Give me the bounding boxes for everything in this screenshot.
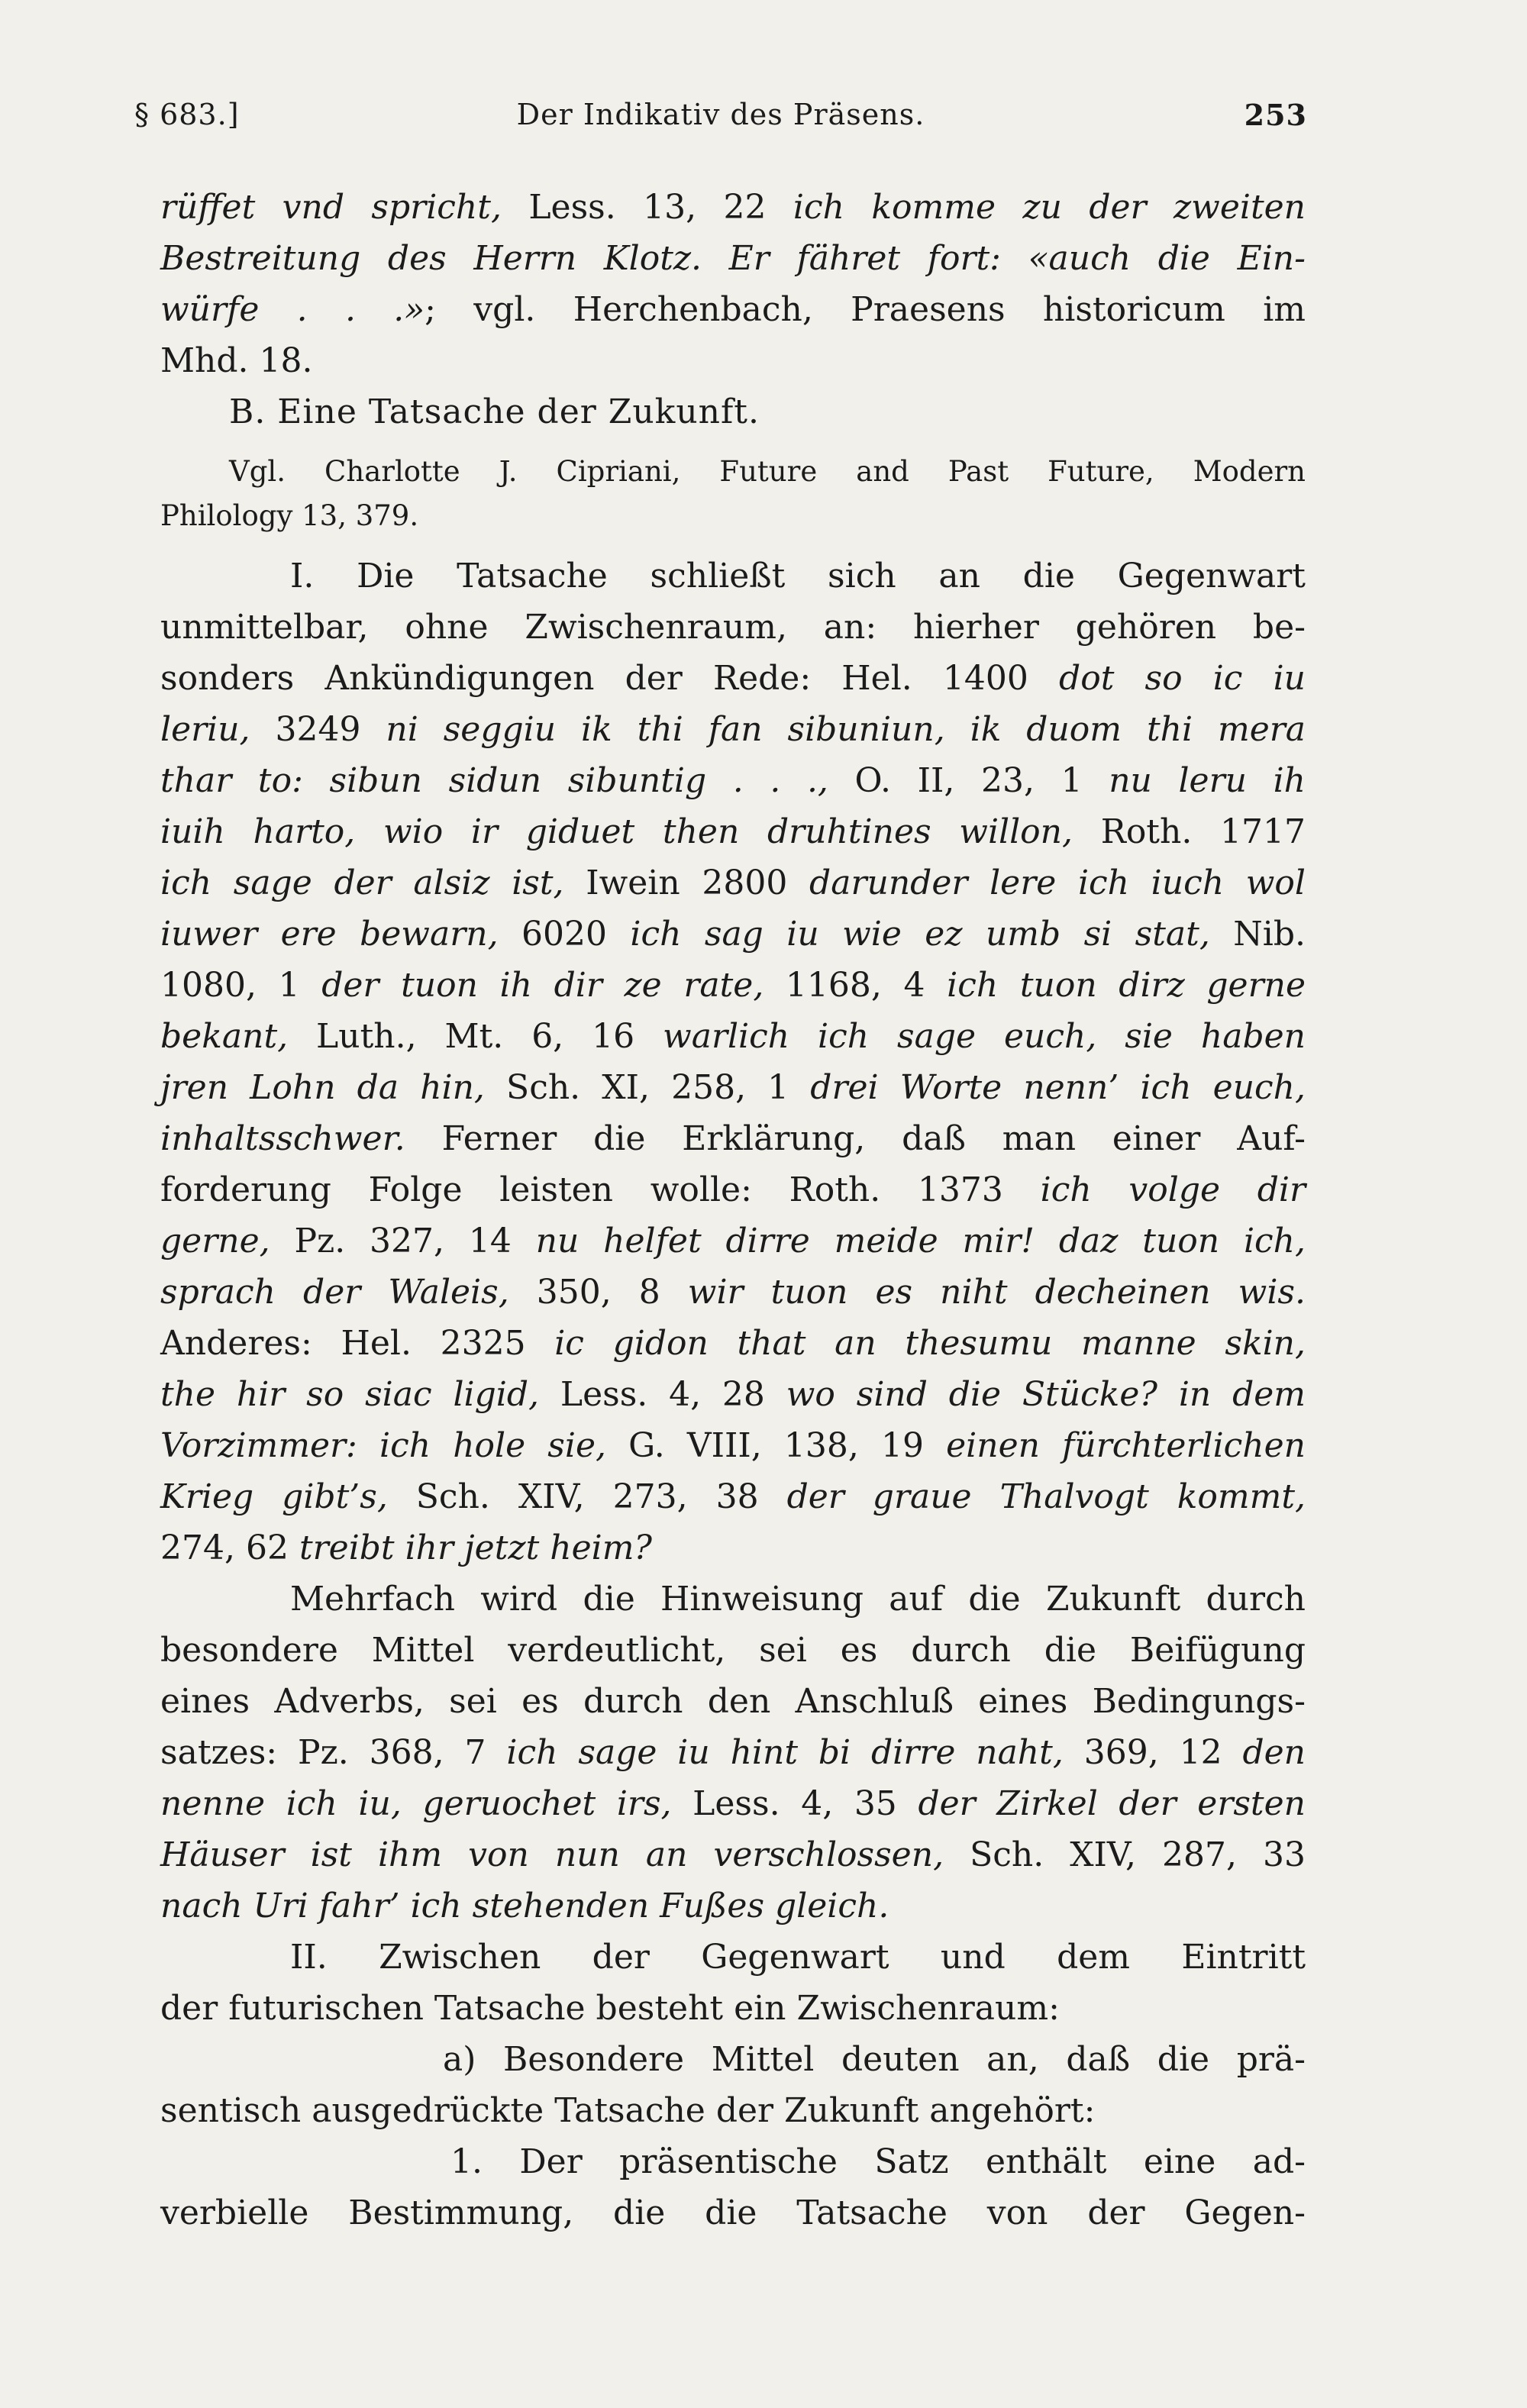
- italic-quotation: ich komme zu der zweiten: [793, 188, 1306, 227]
- text-run: der futurischen Tatsache besteht ein Zwischenraum:: [160, 1989, 1060, 2028]
- text-run: 6020: [498, 915, 631, 954]
- italic-quotation: rüffet vnd spricht,: [160, 188, 502, 227]
- italic-quotation: ic gidon that an thesumu manne skin,: [554, 1324, 1306, 1363]
- text-run: besondere Mittel verdeutlicht, sei es durch die Beifügung: [160, 1631, 1306, 1670]
- text-run: Nib.: [1209, 915, 1306, 954]
- text-line: [160, 806, 1306, 857]
- text-run: Philology 13, 379.: [160, 499, 419, 532]
- text-line: [160, 755, 1306, 806]
- text-run: Anderes: Hel. 2325: [160, 1324, 555, 1363]
- italic-quotation: nenne ich iu, geruochet irs,: [160, 1784, 672, 1823]
- text-line: [160, 909, 1306, 960]
- text-run: Mehrfach wird die Hinweisung auf die Zukunft durch: [290, 1580, 1306, 1619]
- text-run: ; vgl. Herchenbach, Praesens historicum im: [425, 290, 1306, 329]
- italic-quotation: der tuon ih dir ze rate,: [321, 966, 764, 1005]
- text-run: 1. Der präsentische Satz enthält eine ad-: [450, 2142, 1306, 2181]
- text-line: [160, 1215, 1306, 1267]
- page-number: 253: [1244, 98, 1307, 132]
- text-line: [160, 550, 1306, 602]
- italic-quotation: the hir so siac ligid,: [160, 1375, 540, 1414]
- reference-note: [160, 450, 1306, 494]
- reference-note: [160, 494, 1306, 538]
- italic-quotation: ni seggiu ik thi fan sibuniun, ik duom thi mera: [386, 710, 1306, 749]
- text-run: Pz. 327, 14: [270, 1222, 536, 1260]
- text-run: Mhd. 18.: [160, 341, 313, 380]
- text-run: II. Zwischen der Gegenwart und dem Eintritt: [290, 1938, 1306, 1977]
- text-line: [160, 1164, 1306, 1215]
- text-line: [160, 1727, 1306, 1778]
- italic-quotation: treibt ihr jetzt heim?: [299, 1528, 653, 1567]
- text-line: [160, 960, 1306, 1011]
- italic-quotation: ich sage der alsiz ist,: [160, 863, 564, 902]
- text-line: [160, 1625, 1306, 1676]
- text-line: [160, 1880, 1306, 1932]
- italic-quotation: Häuser ist ihm von nun an verschlossen,: [160, 1835, 944, 1874]
- text-run: Less. 4, 35: [671, 1784, 918, 1823]
- italic-quotation: Bestreitung des Herrn Klotz. Er fähret fort: «auch die Ein-: [160, 239, 1306, 278]
- italic-quotation: iuih harto, wio ir giduet then druhtines willon,: [160, 812, 1073, 851]
- text-run: sonders Ankündigungen der Rede: Hel. 1400: [160, 659, 1060, 698]
- text-line: [160, 1522, 1306, 1574]
- text-run: 369, 12: [1063, 1733, 1243, 1772]
- text-line: [160, 1318, 1306, 1369]
- italic-quotation: warlich ich sage euch, sie haben: [663, 1017, 1306, 1056]
- italic-quotation: darunder lere ich iuch wol: [809, 863, 1306, 902]
- text-run: Sch. XI, 258, 1: [484, 1068, 811, 1107]
- text-line: [160, 1267, 1306, 1318]
- text-line: [160, 233, 1306, 284]
- text-run: 274, 62: [160, 1528, 299, 1567]
- text-line: [160, 704, 1306, 755]
- text-run: 1080, 1: [160, 966, 322, 1005]
- italic-quotation: sprach der Waleis,: [160, 1273, 509, 1312]
- text-run: Less. 13, 22: [501, 188, 793, 227]
- text-run: verbielle Bestimmung, die die Tatsache von der Gegen-: [160, 2193, 1306, 2232]
- text-run: 1168, 4: [764, 966, 948, 1005]
- text-run: I. Die Tatsache schließt sich an die Gegenwart: [290, 557, 1306, 596]
- text-run: unmittelbar, ohne Zwischenraum, an: hierher gehören be-: [160, 608, 1306, 647]
- text-line: [160, 602, 1306, 653]
- body-text: [160, 182, 1306, 2239]
- text-run: Sch. XIV, 287, 33: [944, 1835, 1306, 1874]
- text-line: [160, 1983, 1306, 2034]
- running-header: [134, 98, 1307, 144]
- italic-quotation: einen fürchterlichen: [946, 1426, 1306, 1465]
- section-heading: [160, 386, 1306, 437]
- italic-quotation: gerne,: [160, 1222, 270, 1260]
- text-line: [160, 2034, 1306, 2085]
- text-run: Less. 4, 28: [539, 1375, 786, 1414]
- italic-quotation: wo sind die Stücke? in dem: [786, 1375, 1306, 1414]
- text-run: B. Eine Tatsache der Zukunft.: [229, 392, 760, 431]
- text-run: Vgl. Charlotte J. Cipriani, Future and Past Future, Modern: [229, 455, 1306, 488]
- text-line: [160, 182, 1306, 233]
- text-run: 3249: [250, 710, 386, 749]
- section-reference: § 683.]: [134, 98, 240, 131]
- text-run: Luth., Mt. 6, 16: [288, 1017, 663, 1056]
- italic-quotation: Vorzimmer: ich hole sie,: [160, 1426, 606, 1465]
- text-run: eines Adverbs, sei es durch den Anschluß eines Bedingungs-: [160, 1682, 1306, 1721]
- italic-quotation: nu helfet dirre meide mir! daz tuon ich,: [535, 1222, 1306, 1260]
- text-line: [160, 2136, 1306, 2187]
- text-line: [160, 1829, 1306, 1880]
- text-line: [160, 653, 1306, 704]
- text-line: [160, 1932, 1306, 1983]
- italic-quotation: bekant,: [160, 1017, 289, 1056]
- text-line: [160, 284, 1306, 335]
- text-run: Roth. 1717: [1072, 812, 1306, 851]
- italic-quotation: jren Lohn da hin,: [160, 1068, 485, 1107]
- italic-quotation: ich volge dir: [1040, 1170, 1306, 1209]
- italic-quotation: leriu,: [160, 710, 250, 749]
- text-line: [160, 1369, 1306, 1420]
- text-line: [160, 1471, 1306, 1522]
- italic-quotation: nach Uri fahr’ ich stehenden Fußes gleich.: [160, 1887, 889, 1925]
- text-line: [160, 1113, 1306, 1164]
- text-line: [160, 1676, 1306, 1727]
- italic-quotation: ich tuon dirz gerne: [947, 966, 1306, 1005]
- italic-quotation: nu leru ih: [1109, 761, 1306, 800]
- italic-quotation: thar to: sibun sidun sibuntig . . .,: [160, 761, 828, 800]
- text-run: satzes: Pz. 368, 7: [160, 1733, 507, 1772]
- text-run: G. VIII, 138, 19: [605, 1426, 947, 1465]
- text-run: O. II, 23, 1: [828, 761, 1109, 800]
- italic-quotation: würfe . . .»: [160, 290, 425, 329]
- text-line: [160, 1011, 1306, 1062]
- text-run: a) Besondere Mittel deuten an, daß die prä-: [443, 2040, 1306, 2079]
- text-run: forderung Folge leisten wolle: Roth. 1373: [160, 1170, 1041, 1209]
- text-run: Ferner die Erklärung, daß man einer Auf-: [405, 1119, 1306, 1158]
- italic-quotation: der graue Thalvogt kommt,: [786, 1477, 1306, 1516]
- text-run: sentisch ausgedrückte Tatsache der Zukunft angehört:: [160, 2091, 1096, 2130]
- italic-quotation: iuwer ere bewarn,: [160, 915, 499, 954]
- italic-quotation: drei Worte nenn’ ich euch,: [810, 1068, 1306, 1107]
- italic-quotation: der Zirkel der ersten: [918, 1784, 1306, 1823]
- italic-quotation: wir tuon es niht decheinen wis.: [687, 1273, 1306, 1312]
- text-line: [160, 2085, 1306, 2136]
- italic-quotation: den: [1242, 1733, 1306, 1772]
- text-run: 350, 8: [508, 1273, 688, 1312]
- italic-quotation: ich sag iu wie ez umb si stat,: [630, 915, 1210, 954]
- text-run: Sch. XIV, 273, 38: [387, 1477, 787, 1516]
- italic-quotation: Krieg gibt’s,: [160, 1477, 388, 1516]
- text-line: [160, 1574, 1306, 1625]
- running-title: Der Indikativ des Präsens.: [516, 98, 925, 131]
- italic-quotation: inhaltsschwer.: [160, 1119, 405, 1158]
- text-line: [160, 857, 1306, 909]
- text-line: [160, 1062, 1306, 1113]
- italic-quotation: ich sage iu hint bi dirre naht,: [506, 1733, 1064, 1772]
- italic-quotation: dot so ic iu: [1059, 659, 1306, 698]
- text-line: [160, 1420, 1306, 1471]
- text-line: [160, 335, 1306, 386]
- text-line: [160, 2187, 1306, 2239]
- text-line: [160, 1778, 1306, 1829]
- text-run: Iwein 2800: [563, 863, 810, 902]
